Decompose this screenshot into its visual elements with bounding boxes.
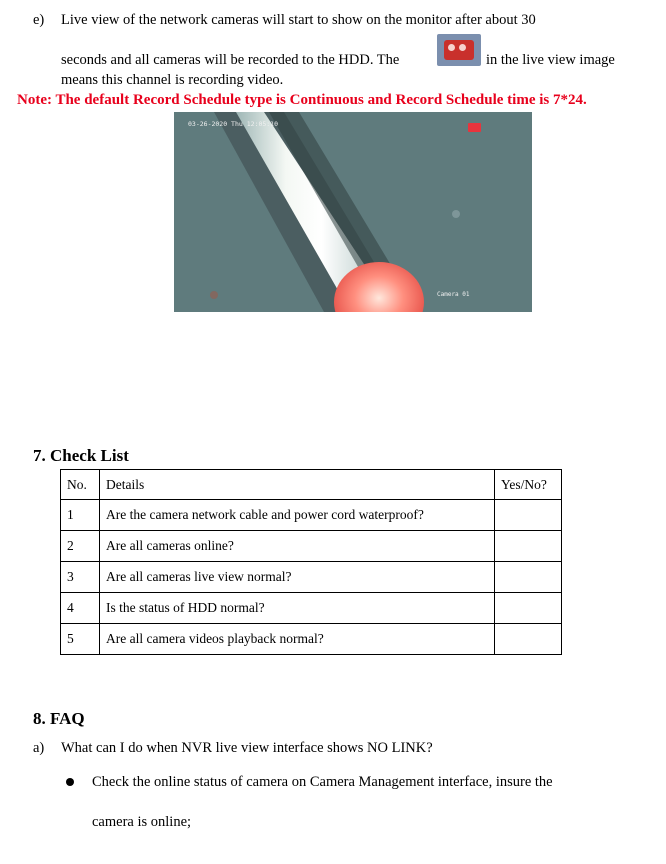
row-details: Is the status of HDD normal? — [100, 593, 495, 624]
recording-indicator-icon — [468, 123, 481, 132]
row-answer-cell[interactable] — [495, 562, 562, 593]
column-header-no: No. — [61, 470, 100, 500]
row-answer-cell[interactable] — [495, 531, 562, 562]
row-answer-cell[interactable] — [495, 593, 562, 624]
table-header-row — [61, 470, 562, 500]
faq-answer-line: Check the online status of camera on Camera Management interface, insure the — [92, 774, 553, 790]
recording-icon — [437, 34, 481, 66]
paragraph-e-line: Live view of the network cameras will start to show on the monitor after about 30 — [61, 12, 536, 28]
row-details: Are the camera network cable and power cord waterproof? — [100, 500, 495, 531]
section-heading-faq: 8. FAQ — [33, 709, 85, 728]
table-row — [61, 531, 562, 562]
table-row — [61, 593, 562, 624]
list-marker-e: e) — [33, 12, 45, 28]
faq-answer-line: camera is online; — [92, 814, 192, 830]
table-row — [61, 500, 562, 531]
check-list-table — [60, 469, 562, 655]
table-row — [61, 624, 562, 655]
paragraph-e-line: means this channel is recording video. — [61, 72, 284, 88]
column-header-details: Details — [100, 470, 495, 500]
paragraph-e-line: in the live view image — [486, 52, 615, 68]
faq-question: What can I do when NVR live view interface shows NO LINK? — [61, 740, 433, 756]
column-header-yes-no: Yes/No? — [495, 470, 562, 500]
list-marker-a: a) — [33, 740, 45, 756]
section-heading-check-list: 7. Check List — [33, 446, 129, 465]
bullet-icon — [66, 778, 74, 786]
camera-scene — [174, 112, 532, 312]
row-number: 4 — [61, 593, 100, 624]
row-number: 2 — [61, 531, 100, 562]
row-details: Are all cameras online? — [100, 531, 495, 562]
row-answer-cell[interactable] — [495, 500, 562, 531]
row-answer-cell[interactable] — [495, 624, 562, 655]
camera-live-view-image — [174, 112, 532, 312]
paragraph-e-line: seconds and all cameras will be recorded to the HDD. The — [61, 52, 400, 68]
table-row — [61, 562, 562, 593]
row-details: Are all camera videos playback normal? — [100, 624, 495, 655]
row-number: 5 — [61, 624, 100, 655]
row-details: Are all cameras live view normal? — [100, 562, 495, 593]
camera-timestamp: 03-26-2020 Thu 12:05:10 — [188, 120, 279, 128]
row-number: 3 — [61, 562, 100, 593]
camera-channel-label: Camera 01 — [437, 291, 470, 298]
note-text: Note: The default Record Schedule type is Continuous and Record Schedule time is 7*24. — [17, 92, 587, 108]
row-number: 1 — [61, 500, 100, 531]
